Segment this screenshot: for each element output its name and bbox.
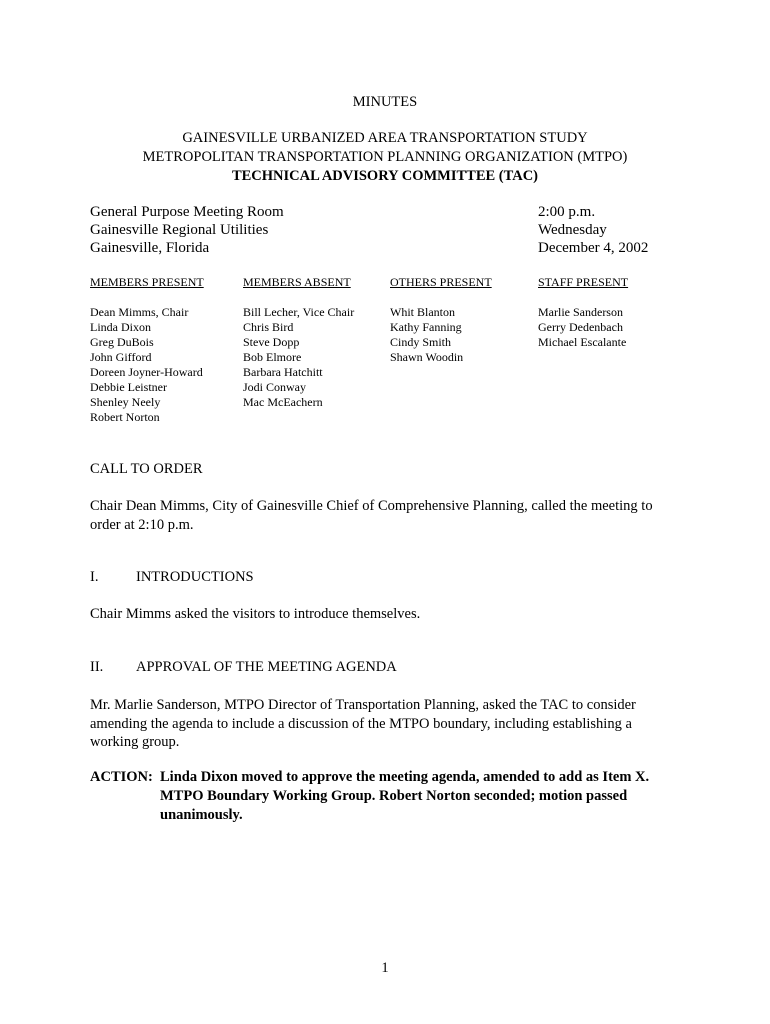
paragraph-line: order at 2:10 p.m. [90, 516, 194, 533]
list-item: Doreen Joyner-Howard [90, 365, 203, 379]
meeting-datetime [538, 203, 648, 257]
introductions-text: Chair Mimms asked the visitors to introduce themselves. [90, 606, 421, 622]
members-present-list [90, 305, 203, 425]
location-line: Gainesville, Florida [90, 240, 210, 256]
call-to-order-text [90, 497, 710, 534]
committee-title: TECHNICAL ADVISORY COMMITTEE (TAC) [231, 168, 539, 184]
list-item: Bob Elmore [243, 350, 302, 364]
list-item: Michael Escalante [538, 335, 627, 349]
others-present-heading: OTHERS PRESENT [390, 275, 492, 289]
meeting-time: 2:00 p.m. [538, 204, 596, 220]
meeting-date: December 4, 2002 [538, 240, 649, 256]
paragraph-line: Chair Dean Mimms, City of Gainesville Chief of Comprehensive Planning, called the meeting to [90, 498, 653, 514]
location-line: Gainesville Regional Utilities [90, 222, 269, 238]
members-absent-list [243, 305, 354, 410]
list-item: Whit Blanton [390, 305, 455, 319]
list-item: Cindy Smith [390, 335, 452, 349]
list-item: Barbara Hatchitt [243, 365, 323, 379]
location-line: General Purpose Meeting Room [90, 204, 284, 220]
list-item: Kathy Fanning [390, 320, 462, 334]
list-item: Dean Mimms, Chair [90, 305, 189, 319]
list-item: Jodi Conway [243, 380, 306, 394]
paragraph-line: working group. [90, 734, 180, 750]
others-present-list [390, 305, 463, 365]
list-item: Debbie Leistner [90, 380, 167, 394]
list-item: Gerry Dedenbach [538, 320, 623, 334]
action-text [160, 768, 649, 825]
list-item: Marlie Sanderson [538, 305, 623, 319]
list-item: Robert Norton [90, 410, 160, 424]
list-item: Greg DuBois [90, 335, 154, 349]
list-item: Shenley Neely [90, 395, 161, 409]
members-present-heading: MEMBERS PRESENT [90, 275, 204, 289]
paragraph-line: amending the agenda to include a discussion of the MTPO boundary, including establishing a [90, 715, 632, 732]
list-item: John Gifford [90, 350, 152, 364]
list-item: Shawn Woodin [390, 350, 464, 364]
section-title: APPROVAL OF THE MEETING AGENDA [136, 659, 397, 675]
agenda-text [90, 696, 636, 752]
action-label: ACTION: [90, 769, 153, 785]
action-line: unanimously. [160, 807, 243, 823]
section-title: INTRODUCTIONS [136, 569, 254, 585]
action-line: Linda Dixon moved to approve the meeting agenda, amended to add as Item X. [160, 769, 650, 785]
staff-present-heading: STAFF PRESENT [538, 275, 629, 289]
organization-title: METROPOLITAN TRANSPORTATION PLANNING ORGANIZATION (MTPO) [142, 149, 628, 165]
action-line: MTPO Boundary Working Group. Robert Norton seconded; motion passed [160, 788, 628, 804]
page-number: 1 [381, 960, 389, 976]
list-item: Chris Bird [243, 320, 294, 334]
section-number: II. [90, 659, 104, 675]
list-item: Linda Dixon [90, 320, 151, 334]
meeting-day: Wednesday [538, 222, 607, 238]
list-item: Steve Dopp [243, 335, 300, 349]
minutes-title: MINUTES [352, 94, 418, 110]
paragraph-line: Mr. Marlie Sanderson, MTPO Director of Transportation Planning, asked the TAC to consider [90, 697, 636, 713]
section-number: I. [90, 569, 99, 585]
list-item: Bill Lecher, Vice Chair [243, 305, 355, 319]
list-item: Mac McEachern [243, 395, 323, 409]
study-title: GAINESVILLE URBANIZED AREA TRANSPORTATION STUDY [182, 130, 588, 146]
meeting-location [90, 203, 284, 257]
staff-present-list [538, 305, 626, 350]
call-to-order-heading: CALL TO ORDER [90, 461, 203, 477]
members-absent-heading: MEMBERS ABSENT [243, 275, 351, 289]
